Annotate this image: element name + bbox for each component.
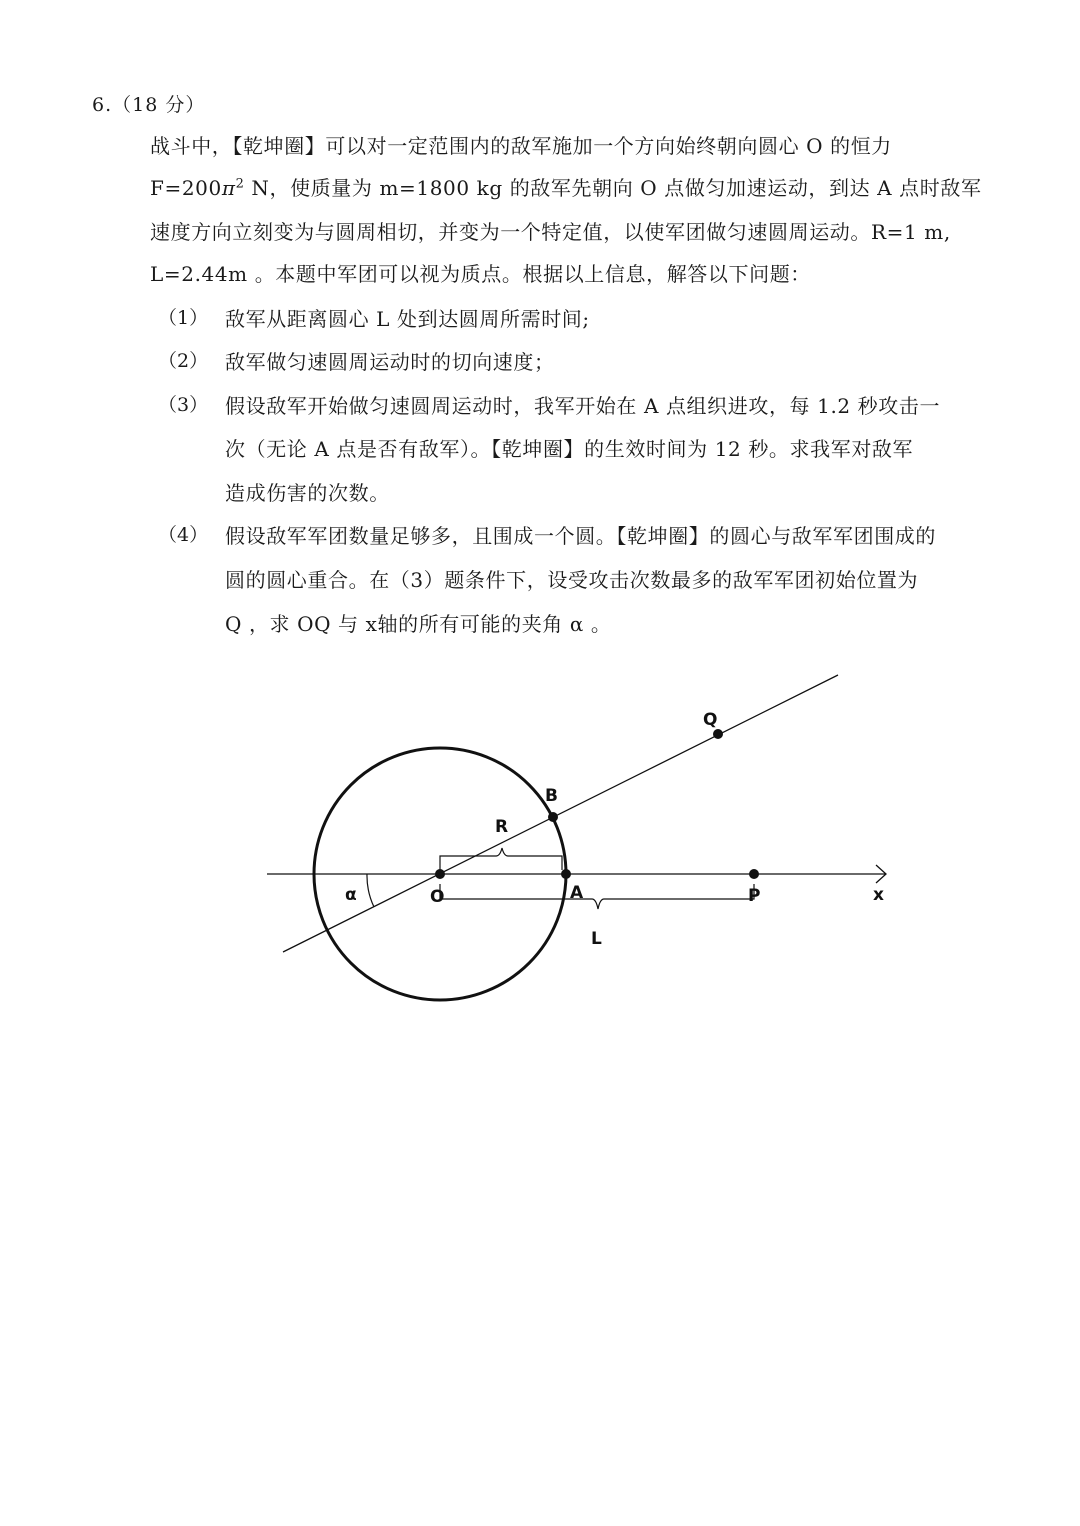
point-B <box>548 812 558 822</box>
sub-question-3-number: （3） <box>158 394 209 416</box>
distance-L-brace <box>440 884 754 909</box>
label-L: L <box>591 929 602 949</box>
label-A: A <box>570 883 584 903</box>
sub-question-1-number: （1） <box>158 307 209 329</box>
label-x: x <box>873 885 884 905</box>
sub-question-4-line-3: Q ，求 OQ 与 x轴的所有可能的夹角 α 。 <box>225 612 612 636</box>
sub-question-2-number: （2） <box>158 350 209 372</box>
sub-question-3-line-2: 次（无论 A 点是否有敌军）。【乾坤圈】的生效时间为 12 秒。求我军对敌军 <box>225 437 914 461</box>
sub-question-4-line-1: 假设敌军军团数量足够多，且围成一个圆。【乾坤圈】的圆心与敌军军团围成的 <box>225 524 936 548</box>
stem-line-4: L=2.44m 。本题中军团可以视为质点。根据以上信息，解答以下问题： <box>150 262 811 286</box>
pi-exponent: 2 <box>235 176 245 192</box>
radius-brace <box>440 848 562 870</box>
point-O <box>435 869 445 879</box>
question-number: 6.（18 分） <box>92 94 206 116</box>
label-O: O <box>430 887 445 907</box>
point-Q <box>713 729 723 739</box>
sub-question-3-line-3: 造成伤害的次数。 <box>225 481 390 505</box>
sub-question-3-line-1: 假设敌军开始做匀速圆周运动时，我军开始在 A 点组织进攻，每 1.2 秒攻击一 <box>225 394 941 418</box>
sub-question-2-line-1: 敌军做匀速圆周运动时的切向速度； <box>225 350 555 374</box>
sub-question-4-line-2: 圆的圆心重合。在（3）题条件下，设受攻击次数最多的敌军军团初始位置为 <box>225 568 919 592</box>
point-A <box>561 869 571 879</box>
force-prefix: F=200 <box>150 176 222 200</box>
stem-line-3: 速度方向立刻变为与圆周相切，并变为一个特定值，以使军团做匀速圆周运动。R=1 m, <box>150 220 951 244</box>
point-P <box>749 869 759 879</box>
label-B: B <box>545 786 558 806</box>
force-suffix: N，使质量为 m=1800 kg 的敌军先朝向 O 点做匀加速运动，到达 A 点时敌军 <box>244 176 982 200</box>
stem-line-1: 战斗中，【乾坤圈】可以对一定范围内的敌军施加一个方向始终朝向圆心 O 的恒力 <box>150 134 892 158</box>
label-P: P <box>748 886 761 906</box>
alpha-arc <box>367 874 374 907</box>
sub-question-4-number: （4） <box>158 524 209 546</box>
label-Q: Q <box>703 710 718 730</box>
sub-question-1-line-1: 敌军从距离圆心 L 处到达圆周所需时间; <box>225 307 590 331</box>
pi-symbol: π <box>221 176 236 200</box>
label-R: R <box>495 817 509 837</box>
label-alpha: α <box>345 885 357 905</box>
